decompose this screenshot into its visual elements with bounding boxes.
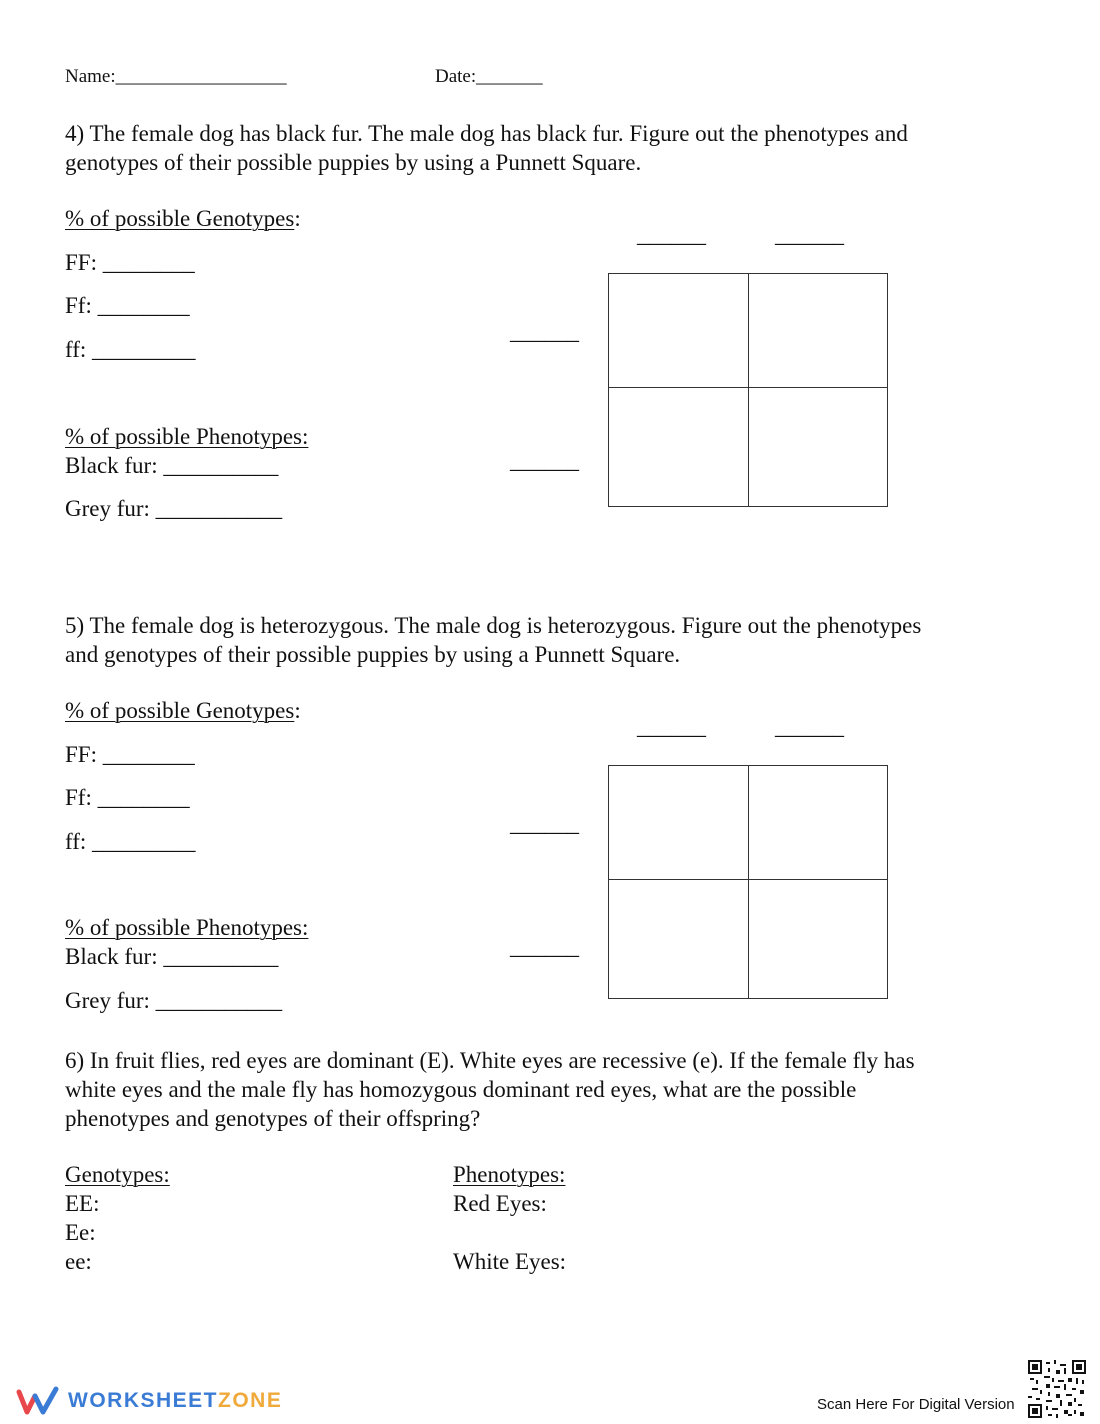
q6-genotype-EE: EE:	[65, 1191, 100, 1216]
q4-genotype-FF: FF: ________	[65, 250, 195, 275]
q5-top-allele-blank-2: ______	[775, 714, 844, 739]
q5-genotype-ff: ff: _________	[65, 829, 196, 854]
q6-phenotype-white: White Eyes:	[453, 1249, 567, 1274]
q4-phenotype-grey: Grey fur: ___________	[65, 496, 283, 521]
question-4-text	[65, 119, 1025, 177]
q4-genotype-Ff: Ff: ________	[65, 293, 190, 318]
q5-punnett-square	[608, 765, 888, 999]
q5-phenotypes-heading: % of possible Phenotypes:	[65, 915, 309, 940]
question-6-line: white eyes and the male fly has homozygous dominant red eyes, what are the possible	[65, 1077, 857, 1102]
q4-punnett-square	[608, 273, 888, 507]
worksheetzone-logo-icon	[16, 1386, 60, 1416]
q4-side-allele-blank-1: ______	[510, 319, 579, 344]
q4-top-allele-blank-2: ______	[775, 222, 844, 247]
q4-genotypes-heading: % of possible Genotypes:	[65, 206, 301, 231]
question-5-line: and genotypes of their possible puppies by using a Punnett Square.	[65, 642, 681, 667]
scan-digital-version-text: Scan Here For Digital Version	[817, 1396, 1015, 1413]
question-6-line: 6) In fruit flies, red eyes are dominant (E). White eyes are recessive (e). If the female fly has	[65, 1048, 915, 1073]
q6-phenotypes-heading: Phenotypes:	[453, 1162, 566, 1187]
question-6-text	[65, 1046, 1025, 1133]
name-field-label: Name:__________________	[65, 66, 287, 87]
q5-genotypes-heading: % of possible Genotypes:	[65, 698, 301, 723]
question-5-text	[65, 611, 1025, 669]
worksheetzone-logo[interactable]	[16, 1384, 282, 1418]
q4-phenotypes-heading: % of possible Phenotypes:	[65, 424, 309, 449]
q5-top-allele-blank-1: ______	[637, 714, 706, 739]
q6-genotype-Ee: Ee:	[65, 1220, 96, 1245]
question-6-line: phenotypes and genotypes of their offspring?	[65, 1106, 481, 1131]
q5-side-allele-blank-1: ______	[510, 811, 579, 836]
question-5-line: 5) The female dog is heterozygous. The male dog is heterozygous. Figure out the phenotypes	[65, 613, 922, 638]
q4-side-allele-blank-2: ______	[510, 448, 579, 473]
q6-phenotype-red: Red Eyes:	[453, 1191, 547, 1216]
q6-genotype-ee: ee:	[65, 1249, 92, 1274]
q5-phenotype-black: Black fur: __________	[65, 944, 279, 969]
date-field-label: Date:_______	[435, 66, 543, 87]
q5-genotype-FF: FF: ________	[65, 742, 195, 767]
q5-phenotype-grey: Grey fur: ___________	[65, 988, 283, 1013]
q5-side-allele-blank-2: ______	[510, 934, 579, 959]
q4-genotype-ff: ff: _________	[65, 337, 196, 362]
q4-phenotype-black: Black fur: __________	[65, 453, 279, 478]
q5-genotype-Ff: Ff: ________	[65, 785, 190, 810]
q4-top-allele-blank-1: ______	[637, 222, 706, 247]
q6-genotypes-heading: Genotypes:	[65, 1162, 170, 1187]
brand-name: WORKSHEETZONE	[68, 1389, 283, 1412]
question-4-line: 4) The female dog has black fur. The male dog has black fur. Figure out the phenotypes and	[65, 121, 908, 146]
qr-code-icon[interactable]	[1028, 1360, 1086, 1418]
question-4-line: genotypes of their possible puppies by using a Punnett Square.	[65, 150, 642, 175]
